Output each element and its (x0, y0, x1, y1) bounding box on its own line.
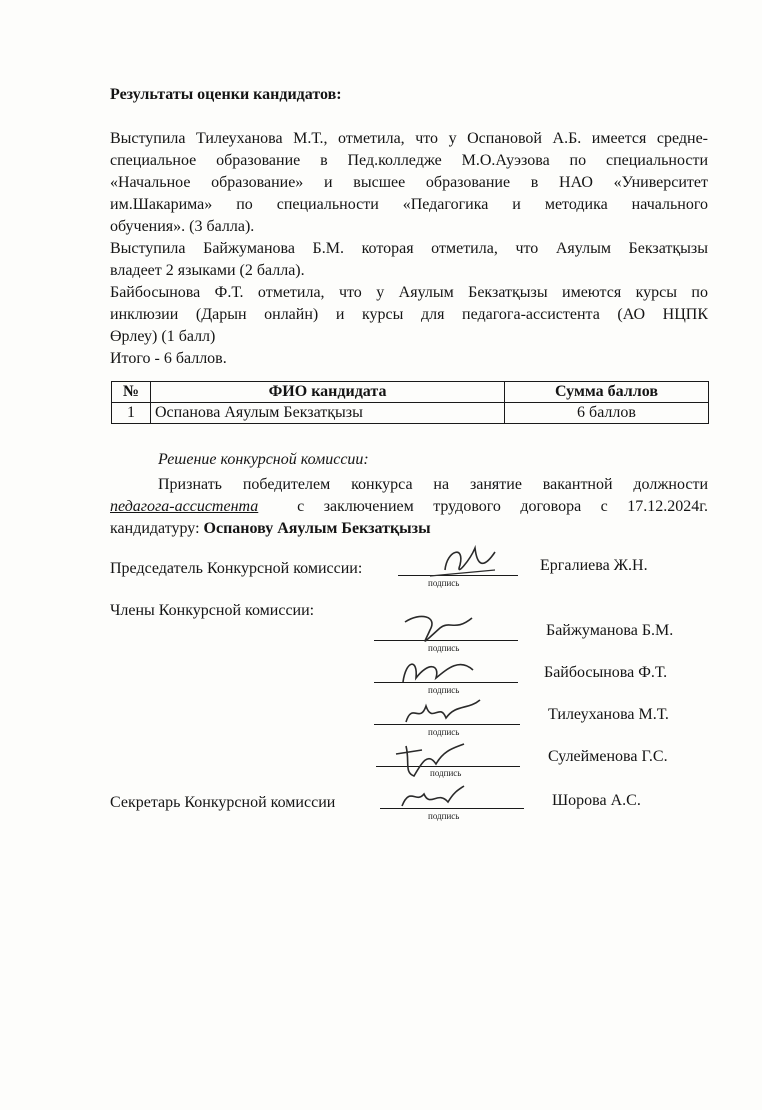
text-line: владеет 2 языками (2 балла). (110, 262, 305, 279)
cell-number: 1 (112, 403, 151, 424)
members-label: Члены Конкурсной комиссии: (110, 602, 315, 619)
paragraph-courses (110, 282, 708, 348)
winner-name: Оспанову Аяулым Бекзатқызы (203, 520, 431, 537)
text-line: Выступила Тилеуханова М.Т., отметила, что у Оспановой А.Б. имеется средне- (110, 130, 708, 147)
cell-name: Оспанова Аяулым Бекзатқызы (151, 403, 505, 424)
section-heading: Результаты оценки кандидатов: (110, 86, 342, 103)
table-row (112, 403, 709, 424)
total-score: Итого - 6 баллов. (110, 350, 227, 367)
secretary-name: Шорова А.С. (552, 792, 641, 809)
signature-hint: подпись (430, 768, 462, 778)
text-line: специальное образование в Пед.колледже М.О.Ауэзова по специальности (110, 152, 708, 169)
table-header-row (112, 382, 709, 403)
chair-name: Ергалиева Ж.Н. (540, 557, 648, 574)
text-line: обучения». (3 балла). (110, 218, 255, 235)
text-line: Өрлеу) (1 балл) (110, 328, 216, 345)
decision-line-1: Признать победителем конкурса на занятие вакантной должности (158, 476, 708, 493)
paragraph-languages (110, 238, 708, 282)
member-name: Байбосынова Ф.Т. (544, 664, 668, 681)
signature-hint: подпись (428, 685, 460, 695)
text-line: Выступила Байжуманова Б.М. которая отметила, что Аяулым Бекзатқызы (110, 240, 708, 257)
secretary-label: Секретарь Конкурсной комиссии (110, 794, 336, 811)
results-table (111, 381, 709, 424)
member-name: Сулейменова Г.С. (548, 748, 668, 765)
signature-hint: подпись (428, 811, 460, 821)
decision-title: Решение конкурсной комиссии: (158, 451, 369, 468)
signature-hint: подпись (428, 643, 460, 653)
text-line: инклюзии (Дарын онлайн) и курсы для педагога-ассистента (АО НЦПК (110, 306, 708, 323)
text-line: Байбосынова Ф.Т. отметила, что у Аяулым Бекзатқызы имеются курсы по (110, 284, 708, 301)
header-number: № (112, 382, 151, 403)
paragraph-education (110, 128, 708, 238)
text-line: им.Шакарима» по специальности «Педагогика и методика начального (110, 196, 708, 213)
position-name: педагога-ассистента (110, 498, 259, 515)
decision-text (110, 474, 708, 540)
signature-hint: подпись (428, 578, 460, 588)
chair-label: Председатель Конкурсной комиссии: (110, 560, 363, 577)
text-line: «Начальное образование» и высшее образование в НАО «Университет (110, 174, 708, 191)
decision-line-3: кандидатуру: Оспанову Аяулым Бекзатқызы (110, 520, 431, 537)
cell-score: 6 баллов (505, 403, 709, 424)
decision-line-2: педагога-ассистента с заключением трудового договора с 17.12.2024г. (110, 498, 708, 515)
member-name: Байжуманова Б.М. (546, 622, 674, 639)
signature-hint: подпись (428, 727, 460, 737)
member-name: Тилеуханова М.Т. (548, 706, 669, 723)
header-score: Сумма баллов (505, 382, 709, 403)
header-name: ФИО кандидата (151, 382, 505, 403)
